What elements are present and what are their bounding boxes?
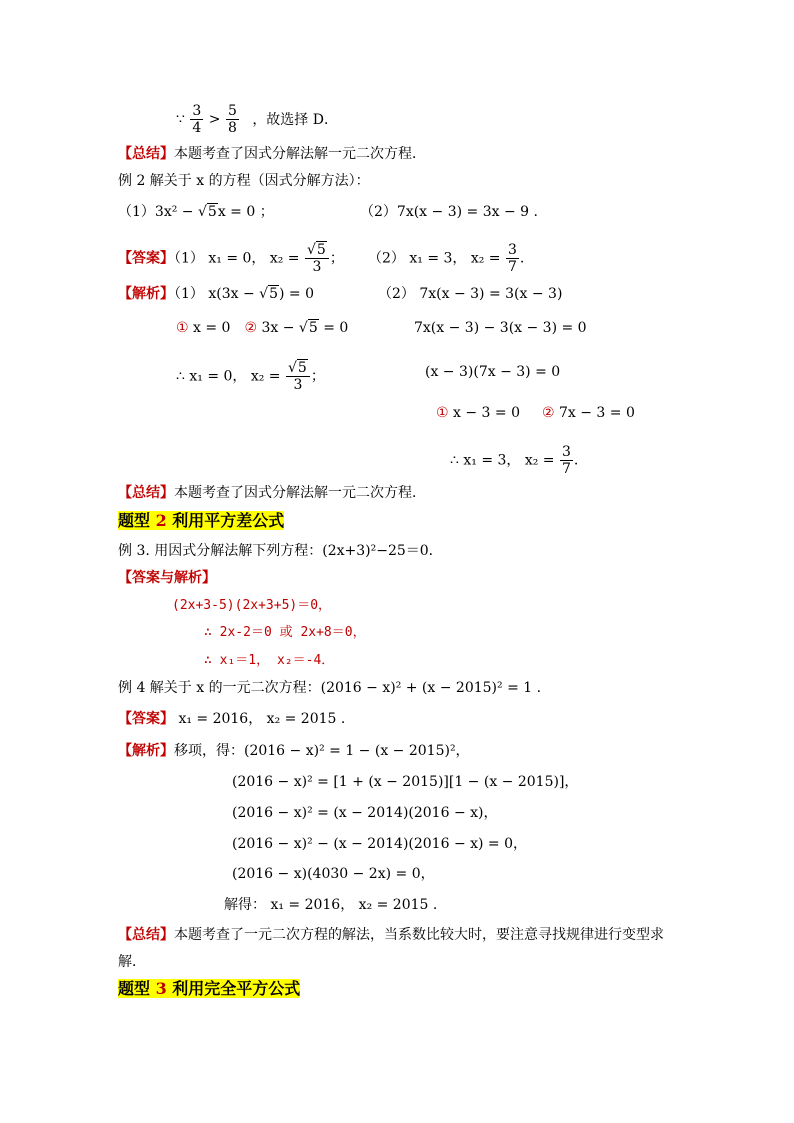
example-3-step-1: (2x+3-5)(2x+3+5)＝0，: [172, 598, 332, 613]
analysis-tag: 【解析】: [118, 743, 174, 759]
analysis-2-right-4: ① x − 3 = 0 ② 7x − 3 = 0: [436, 405, 635, 421]
summary-3-continued: 解．: [118, 954, 146, 970]
summary-tag: 【总结】: [118, 485, 174, 501]
summary-tag: 【总结】: [118, 146, 174, 162]
example-2-part-1: （1）3x² − √5x = 0 ；: [118, 204, 274, 220]
section-heading-type-3: 题型 3 利用完全平方公式: [118, 979, 301, 998]
therefore-symbol: ∵: [176, 111, 185, 128]
circled-1: ①: [436, 405, 449, 421]
analysis-4-step-5: 解得： x₁ = 2016， x₂ = 2015 .: [224, 897, 438, 913]
summary-1: [118, 145, 426, 163]
summary-3: [118, 926, 664, 944]
section-heading-type-2: 题型 2 利用平方差公式: [118, 511, 285, 530]
circled-1: ①: [176, 320, 189, 336]
circled-2: ②: [244, 320, 258, 336]
conclusion-line: [176, 103, 338, 136]
answer-2-part-2: （2） x₁ = 3， x₂ = $\frac{3}{7}$ .: [368, 242, 525, 275]
analysis-2-right-3: (x − 3)(7x − 3) = 0: [425, 364, 561, 380]
example-2-part-2: （2）7x(x − 3) = 3x − 9 .: [360, 204, 538, 220]
summary-2: [118, 484, 426, 502]
answer-tag: 【答案】: [118, 711, 174, 727]
analysis-2-right-5: ∴ x₁ = 3， x₂ = $\frac{3}{7}$ .: [450, 444, 579, 477]
fraction: $\frac{3}{4}$: [192, 103, 202, 136]
summary-text: 本题考查了一元二次方程的解法，当系数比较大时，要注意寻找规律进行变型求: [174, 927, 664, 943]
answer-tag: 【答案】: [118, 250, 174, 267]
fraction: $\frac{√5}{3}$: [305, 242, 329, 275]
summary-text: 本题考查了因式分解法解一元二次方程．: [174, 485, 426, 501]
summary-text: 本题考查了因式分解法解一元二次方程．: [174, 146, 426, 162]
answer-4: 【答案】 x₁ = 2016， x₂ = 2015 .: [118, 711, 346, 727]
analysis-2-line-2: ① x = 0 ② 3x − √5 = 0: [176, 320, 349, 336]
choice-text: ，故选择 D．: [252, 111, 338, 128]
fraction: $\frac{3}{7}$: [562, 444, 571, 477]
analysis-2-right-2: 7x(x − 3) − 3(x − 3) = 0: [414, 320, 587, 336]
fraction: $\frac{√5}{3}$: [286, 360, 310, 393]
analysis-4-step-3: (2016 − x)² − (x − 2014)(2016 − x) = 0，: [232, 836, 528, 852]
answer-2: 【答案】（1） x₁ = 0， x₂ = $\frac{√5}{3}$ ；: [118, 242, 344, 275]
answer-analysis-tag: 【答案与解析】: [118, 570, 216, 586]
analysis-4-step-1: (2016 − x)² = [1 + (x − 2015)][1 − (x − 2015)]，: [232, 774, 579, 790]
gt-symbol: >: [208, 111, 221, 128]
summary-tag: 【总结】: [118, 927, 174, 943]
analysis-2-right-1: （2） 7x(x − 3) = 3(x − 3): [378, 286, 563, 302]
example-2-title: 例 2 解关于 x 的方程（因式分解方法）：: [118, 173, 370, 189]
fraction: $\frac{5}{8}$: [227, 103, 237, 136]
analysis-2-line-3: ∴ x₁ = 0， x₂ = $\frac{√5}{3}$ ；: [176, 360, 325, 393]
circled-2: ②: [541, 405, 555, 421]
example-3-title: 例 3. 用因式分解法解下列方程：(2x+3)²−25＝0．: [118, 543, 443, 559]
analysis-4-step-4: (2016 − x)(4030 − 2x) = 0，: [232, 866, 435, 882]
analysis-4-step-2: (2016 − x)² = (x − 2014)(2016 − x)，: [232, 805, 498, 821]
fraction: $\frac{3}{7}$: [508, 242, 517, 275]
analysis-2-line-1: 【解析】（1） x(3x − √5) = 0: [118, 286, 314, 302]
example-4-title: 例 4 解关于 x 的一元二次方程：(2016 − x)² + (x − 2015)² = 1 .: [118, 680, 542, 696]
analysis-4-line-1: 【解析】移项，得：(2016 − x)² = 1 − (x − 2015)²，: [118, 743, 470, 759]
example-3-step-3: ∴ x₁＝1， x₂＝-4．: [204, 653, 335, 668]
example-3-step-2: ∴ 2x-2＝0 或 2x+8＝0，: [204, 625, 366, 640]
analysis-tag: 【解析】: [118, 286, 174, 302]
